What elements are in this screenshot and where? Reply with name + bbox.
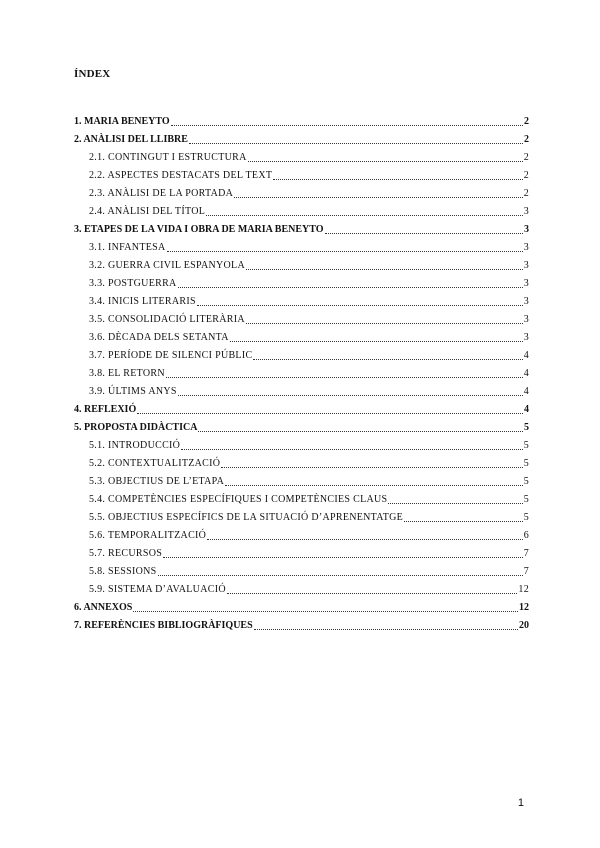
- toc-entry[interactable]: [74, 614, 529, 632]
- dot-leader: [197, 305, 523, 306]
- toc-entry-page: 2: [523, 170, 529, 181]
- toc-entry-page: 4: [523, 368, 529, 379]
- toc-entry[interactable]: [74, 362, 529, 380]
- toc-entry-label: 5.1. INTRODUCCIÓ: [89, 440, 181, 451]
- dot-leader: [230, 341, 523, 342]
- toc-entry-page: 5: [524, 422, 529, 433]
- dot-leader: [221, 467, 522, 468]
- toc-entry[interactable]: [74, 218, 529, 236]
- dot-leader: [227, 593, 518, 594]
- toc-entry[interactable]: [74, 398, 529, 416]
- toc-entry-page: 12: [518, 584, 529, 595]
- dot-leader: [388, 503, 522, 504]
- toc-entry-label: 5.6. TEMPORALITZACIÓ: [89, 530, 207, 541]
- toc-entry-label: 2.1. CONTINGUT I ESTRUCTURA: [89, 152, 247, 163]
- toc-entry-page: 3: [523, 242, 529, 253]
- toc-entry[interactable]: [74, 542, 529, 560]
- toc-entry[interactable]: [74, 452, 529, 470]
- toc-entry-label: 3.6. DÈCADA DELS SETANTA: [89, 332, 229, 343]
- toc-entry-label: 2.3. ANÀLISI DE LA PORTADA: [89, 188, 234, 199]
- toc-entry[interactable]: [74, 488, 529, 506]
- toc-entry-page: 3: [523, 278, 529, 289]
- toc-entry[interactable]: [74, 434, 529, 452]
- dot-leader: [273, 179, 522, 180]
- toc-entry-page: 5: [523, 458, 529, 469]
- dot-leader: [246, 323, 523, 324]
- dot-leader: [181, 449, 523, 450]
- toc-entry-page: 20: [519, 620, 529, 631]
- toc-entry-label: 3. ETAPES DE LA VIDA I OBRA DE MARIA BENEYTO: [74, 224, 324, 235]
- toc-entry-label: 5. PROPOSTA DIDÀCTICA: [74, 422, 198, 433]
- toc-entry[interactable]: [74, 470, 529, 488]
- toc-entry[interactable]: [74, 308, 529, 326]
- toc-entry-label: 5.5. OBJECTIUS ESPECÍFICS DE LA SITUACIÓ D’APRENENTATGE: [89, 512, 404, 523]
- toc-entry-page: 4: [523, 350, 529, 361]
- toc-entry[interactable]: [74, 560, 529, 578]
- dot-leader: [167, 251, 523, 252]
- dot-leader: [198, 431, 523, 432]
- dot-leader: [178, 287, 523, 288]
- dot-leader: [246, 269, 523, 270]
- toc-entry[interactable]: [74, 254, 529, 272]
- toc-entry[interactable]: [74, 200, 529, 218]
- page-number: 1: [517, 797, 524, 809]
- toc-entry-label: 2.4. ANÀLISI DEL TÍTOL: [89, 206, 206, 217]
- toc-entry-page: 5: [523, 476, 529, 487]
- dot-leader: [163, 557, 523, 558]
- toc-entry-page: 2: [523, 188, 529, 199]
- toc-entry[interactable]: [74, 524, 529, 542]
- toc-entry-page: 3: [523, 296, 529, 307]
- toc-entry-page: 12: [519, 602, 529, 613]
- toc-entry[interactable]: [74, 182, 529, 200]
- toc-entry[interactable]: [74, 146, 529, 164]
- toc-entry-page: 5: [523, 494, 529, 505]
- dot-leader: [189, 143, 523, 144]
- dot-leader: [166, 377, 523, 378]
- toc-entry[interactable]: [74, 110, 529, 128]
- toc-entry-label: 4. REFLEXIÓ: [74, 404, 137, 415]
- toc-entry[interactable]: [74, 380, 529, 398]
- toc-entry-page: 3: [523, 206, 529, 217]
- toc-entry-page: 3: [523, 260, 529, 271]
- toc-entry-page: 5: [523, 440, 529, 451]
- toc-entry-page: 2: [523, 152, 529, 163]
- dot-leader: [137, 413, 523, 414]
- toc-entry-label: 2. ANÀLISI DEL LLIBRE: [74, 134, 188, 145]
- dot-leader: [206, 215, 523, 216]
- toc-entry[interactable]: [74, 164, 529, 182]
- dot-leader: [225, 485, 523, 486]
- toc-entry-label: 3.2. GUERRA CIVIL ESPANYOLA: [89, 260, 245, 271]
- toc-entry-label: 5.8. SESSIONS: [89, 566, 157, 577]
- toc-entry[interactable]: [74, 236, 529, 254]
- toc-entry-page: 2: [524, 134, 529, 145]
- toc-entry-label: 5.7. RECURSOS: [89, 548, 163, 559]
- toc-entry-label: 5.9. SISTEMA D’AVALUACIÓ: [89, 584, 226, 595]
- toc-entry-label: 6. ANNEXOS: [74, 602, 133, 613]
- toc-entry-label: 3.3. POSTGUERRA: [89, 278, 177, 289]
- toc-entry[interactable]: [74, 506, 529, 524]
- toc-entry[interactable]: [74, 344, 529, 362]
- toc-entry-label: 3.4. INICIS LITERARIS: [89, 296, 196, 307]
- toc-entry-page: 4: [523, 386, 529, 397]
- toc-entry[interactable]: [74, 596, 529, 614]
- toc-entry-label: 3.5. CONSOLIDACIÓ LITERÀRIA: [89, 314, 245, 325]
- toc-entry-page: 6: [523, 530, 529, 541]
- page-title: ÍNDEX: [74, 68, 111, 80]
- dot-leader: [234, 197, 523, 198]
- toc-entry-page: 3: [524, 224, 529, 235]
- toc-entry-page: 2: [524, 116, 529, 127]
- toc-entry[interactable]: [74, 290, 529, 308]
- toc-entry-label: 3.9. ÚLTIMS ANYS: [89, 386, 177, 397]
- dot-leader: [254, 629, 518, 630]
- toc-entry-page: 7: [523, 548, 529, 559]
- dot-leader: [133, 611, 518, 612]
- dot-leader: [207, 539, 522, 540]
- toc-entry-page: 3: [523, 314, 529, 325]
- dot-leader: [253, 359, 522, 360]
- toc-entry-label: 1. MARIA BENEYTO: [74, 116, 170, 127]
- toc-entry[interactable]: [74, 128, 529, 146]
- dot-leader: [325, 233, 523, 234]
- toc-entry[interactable]: [74, 416, 529, 434]
- dot-leader: [158, 575, 523, 576]
- dot-leader: [171, 125, 523, 126]
- toc-entry-label: 3.7. PERÍODE DE SILENCI PÚBLIC: [89, 350, 253, 361]
- toc-entry-label: 3.1. INFANTESA: [89, 242, 166, 253]
- toc-entry-label: 7. REFERÈNCIES BIBLIOGRÀFIQUES: [74, 620, 253, 631]
- toc-entry-page: 4: [524, 404, 529, 415]
- toc-entry-label: 5.4. COMPETÈNCIES ESPECÍFIQUES I COMPETÈNCIES CLAUS: [89, 494, 388, 505]
- toc-entry[interactable]: [74, 578, 529, 596]
- table-of-contents: [74, 110, 529, 632]
- dot-leader: [248, 161, 523, 162]
- toc-entry-page: 3: [523, 332, 529, 343]
- toc-entry-label: 3.8. EL RETORN: [89, 368, 165, 379]
- toc-entry-page: 5: [523, 512, 529, 523]
- toc-entry-label: 2.2. ASPECTES DESTACATS DEL TEXT: [89, 170, 273, 181]
- dot-leader: [178, 395, 523, 396]
- toc-entry[interactable]: [74, 326, 529, 344]
- toc-entry[interactable]: [74, 272, 529, 290]
- toc-entry-label: 5.3. OBJECTIUS DE L’ETAPA: [89, 476, 225, 487]
- toc-entry-page: 7: [523, 566, 529, 577]
- toc-entry-label: 5.2. CONTEXTUALITZACIÓ: [89, 458, 221, 469]
- dot-leader: [404, 521, 523, 522]
